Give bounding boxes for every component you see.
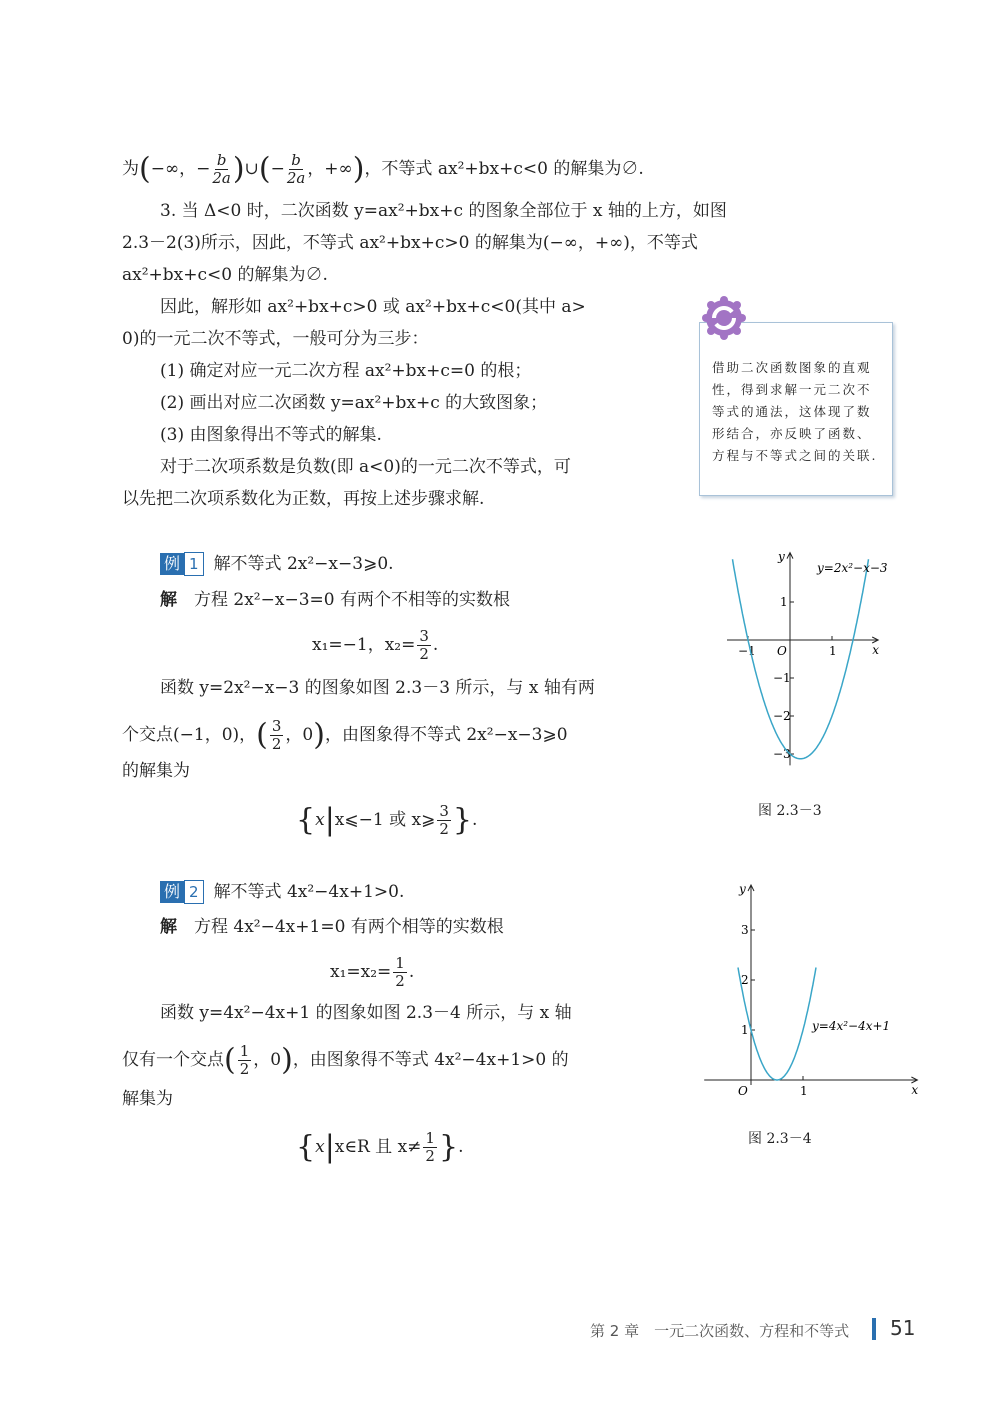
paragraph-line: 因此，解形如 ax²+bx+c>0 或 ax²+bx+c<0(其中 a> (160, 297, 586, 317)
numerator: 1 (395, 954, 405, 972)
fraction (437, 803, 451, 838)
denominator: 2 (239, 1060, 250, 1078)
y-tick-label: 1 (780, 595, 788, 609)
paragraph-line (122, 1043, 569, 1078)
text: . (458, 1137, 464, 1157)
example-number: 1 (184, 552, 204, 576)
paren: ) (352, 151, 365, 187)
paragraph-line: 3. 当 Δ<0 时，二次函数 y=ax²+bx+c 的图象全部位于 x 轴的上方，如图 (160, 201, 727, 221)
parabola-curve (738, 968, 816, 1081)
text: 方程 4x²−4x+1=0 有两个相等的实数根 (194, 917, 504, 937)
y-axis-label: y (739, 882, 746, 896)
fraction (287, 152, 306, 187)
paren: ( (139, 151, 151, 187)
solution-set (296, 803, 477, 838)
paragraph-line: 对于二次项系数是负数(即 a<0)的一元二次不等式，可 (160, 457, 571, 477)
y-tick-label: −1 (773, 671, 791, 685)
numerator: 1 (239, 1042, 250, 1060)
x-axis-label: x (911, 1083, 919, 1097)
paren: ( (224, 1042, 236, 1078)
fraction (423, 1130, 437, 1165)
paragraph-line: 解集为 (122, 1089, 173, 1109)
paragraph-line: 0)的一元二次不等式，一般可分为三步： (122, 329, 429, 349)
text: . (432, 635, 439, 655)
text: x (315, 1137, 325, 1157)
figure-caption: 图 2.3－4 (748, 1131, 812, 1147)
paren: ( (256, 717, 268, 753)
text: ，0 (285, 725, 314, 745)
roots (312, 628, 438, 663)
brace: { (296, 1129, 316, 1165)
x-tick-label: −1 (738, 644, 756, 658)
example-tag: 例 (160, 553, 184, 575)
paragraph-line (122, 152, 644, 187)
solution-line (160, 916, 504, 938)
fraction (270, 718, 284, 753)
fraction (417, 628, 431, 663)
side-note (699, 322, 893, 496)
paragraph-line: 以先把二次项系数化为正数，再按上述步骤求解. (122, 489, 485, 509)
solution-label: 解 (160, 917, 177, 937)
y-tick-label: −2 (773, 709, 791, 723)
origin-label: O (777, 644, 787, 658)
chapter-footer: 第 2 章 一元二次函数、方程和不等式 (590, 1322, 850, 1340)
paragraph-line: 2.3－2(3)所示，因此，不等式 ax²+bx+c>0 的解集为(−∞，+∞)，不等式 (122, 233, 698, 253)
paren: ) (281, 1042, 293, 1078)
example-2-header (160, 880, 404, 904)
paragraph-line: 的解集为 (122, 761, 190, 781)
text: x (315, 810, 325, 830)
paragraph-line: 函数 y=2x²−x−3 的图象如图 2.3－3 所示，与 x 轴有两 (160, 678, 595, 698)
x-tick-label: 1 (800, 1084, 808, 1098)
example-number: 2 (184, 880, 204, 904)
numerator: 3 (419, 627, 429, 645)
numerator: 3 (439, 802, 449, 820)
text: x⩽−1 或 x⩾ (334, 810, 436, 830)
denominator: 2a (286, 169, 306, 187)
denominator: 2 (425, 1147, 435, 1165)
figure-2-3-3-graph (720, 545, 910, 785)
numerator: 3 (271, 717, 282, 735)
y-tick-label: −3 (773, 747, 791, 761)
step-2: (2) 画出对应二次函数 y=ax²+bx+c 的大致图象； (160, 393, 548, 413)
paragraph-line (122, 718, 568, 753)
text: ，由图象得不等式 2x²−x−3⩾0 (324, 725, 568, 745)
text: ，不等式 ax²+bx+c<0 的解集为∅. (364, 159, 644, 179)
text: − (270, 159, 285, 179)
y-tick-label: 1 (741, 1023, 749, 1037)
y-axis-label: y (778, 549, 785, 564)
text: 方程 2x²−x−3=0 有两个不相等的实数根 (194, 590, 510, 610)
parabola-curve (733, 559, 869, 759)
solution-line (160, 589, 510, 611)
text: 仅有一个交点 (122, 1050, 224, 1070)
side-note-text: 借助二次函数图象的直观性，得到求解一元二次不等式的通法，这体现了数形结合，亦反映了函数、方程与不等式之间的关联. (712, 360, 878, 463)
paragraph-line: 函数 y=4x²−4x+1 的图象如图 2.3－4 所示，与 x 轴 (160, 1003, 572, 1023)
origin-label: O (738, 1084, 748, 1098)
y-tick-label: 3 (741, 923, 749, 937)
example-title: 解不等式 2x²−x−3⩾0. (213, 554, 394, 574)
footer-divider (872, 1318, 876, 1340)
bar: | (324, 802, 335, 838)
x-tick-label: 1 (829, 644, 837, 658)
figure-2-3-4-graph (685, 875, 919, 1105)
denominator: 2a (212, 169, 231, 187)
text: ，+∞ (307, 159, 353, 179)
brace: } (438, 1129, 459, 1165)
fraction (212, 152, 231, 187)
figure-caption: 图 2.3－3 (758, 803, 822, 819)
paren: ( (258, 151, 271, 187)
text: . (408, 962, 415, 982)
solution-set (296, 1130, 463, 1165)
step-1: (1) 确定对应一元二次方程 ax²+bx+c=0 的根； (160, 361, 532, 381)
bar: | (324, 1129, 335, 1165)
denominator: 2 (419, 645, 429, 663)
paren: ) (232, 151, 245, 187)
example-1-header (160, 552, 394, 576)
paren: ) (313, 717, 325, 753)
brace: } (452, 802, 472, 838)
text: x₁=x₂= (330, 962, 392, 982)
text: x∈R 且 x≠ (334, 1137, 422, 1157)
example-tag: 例 (160, 881, 184, 903)
curve-label: y=2x²−x−3 (817, 561, 888, 575)
denominator: 2 (439, 820, 449, 838)
numerator: 1 (425, 1129, 435, 1147)
roots (330, 955, 414, 990)
text: ，0 (253, 1050, 282, 1070)
text: . (471, 810, 478, 830)
numerator: b (216, 151, 227, 169)
text: −∞，− (150, 159, 211, 179)
denominator: 2 (271, 735, 282, 753)
denominator: 2 (395, 972, 405, 990)
fraction (238, 1043, 252, 1078)
paragraph-line: ax²+bx+c<0 的解集为∅. (122, 265, 328, 285)
text: ，由图象得不等式 4x²−4x+1>0 的 (292, 1050, 569, 1070)
solution-label: 解 (160, 590, 177, 610)
numerator: b (291, 151, 301, 169)
text: x₁=−1，x₂= (312, 635, 416, 655)
page-number: 51 (890, 1316, 916, 1340)
y-tick-label: 2 (741, 973, 749, 987)
step-3: (3) 由图象得出不等式的解集. (160, 425, 382, 445)
text: ∪ (244, 159, 259, 179)
text: 为 (122, 159, 139, 179)
curve-label: y=4x²−4x+1 (812, 1019, 891, 1033)
brace: { (296, 802, 316, 838)
example-title: 解不等式 4x²−4x+1>0. (213, 882, 405, 902)
fraction (393, 955, 407, 990)
x-axis-label: x (872, 643, 879, 657)
refresh-badge-icon (702, 296, 746, 340)
text: 个交点(−1，0)， (122, 725, 257, 745)
